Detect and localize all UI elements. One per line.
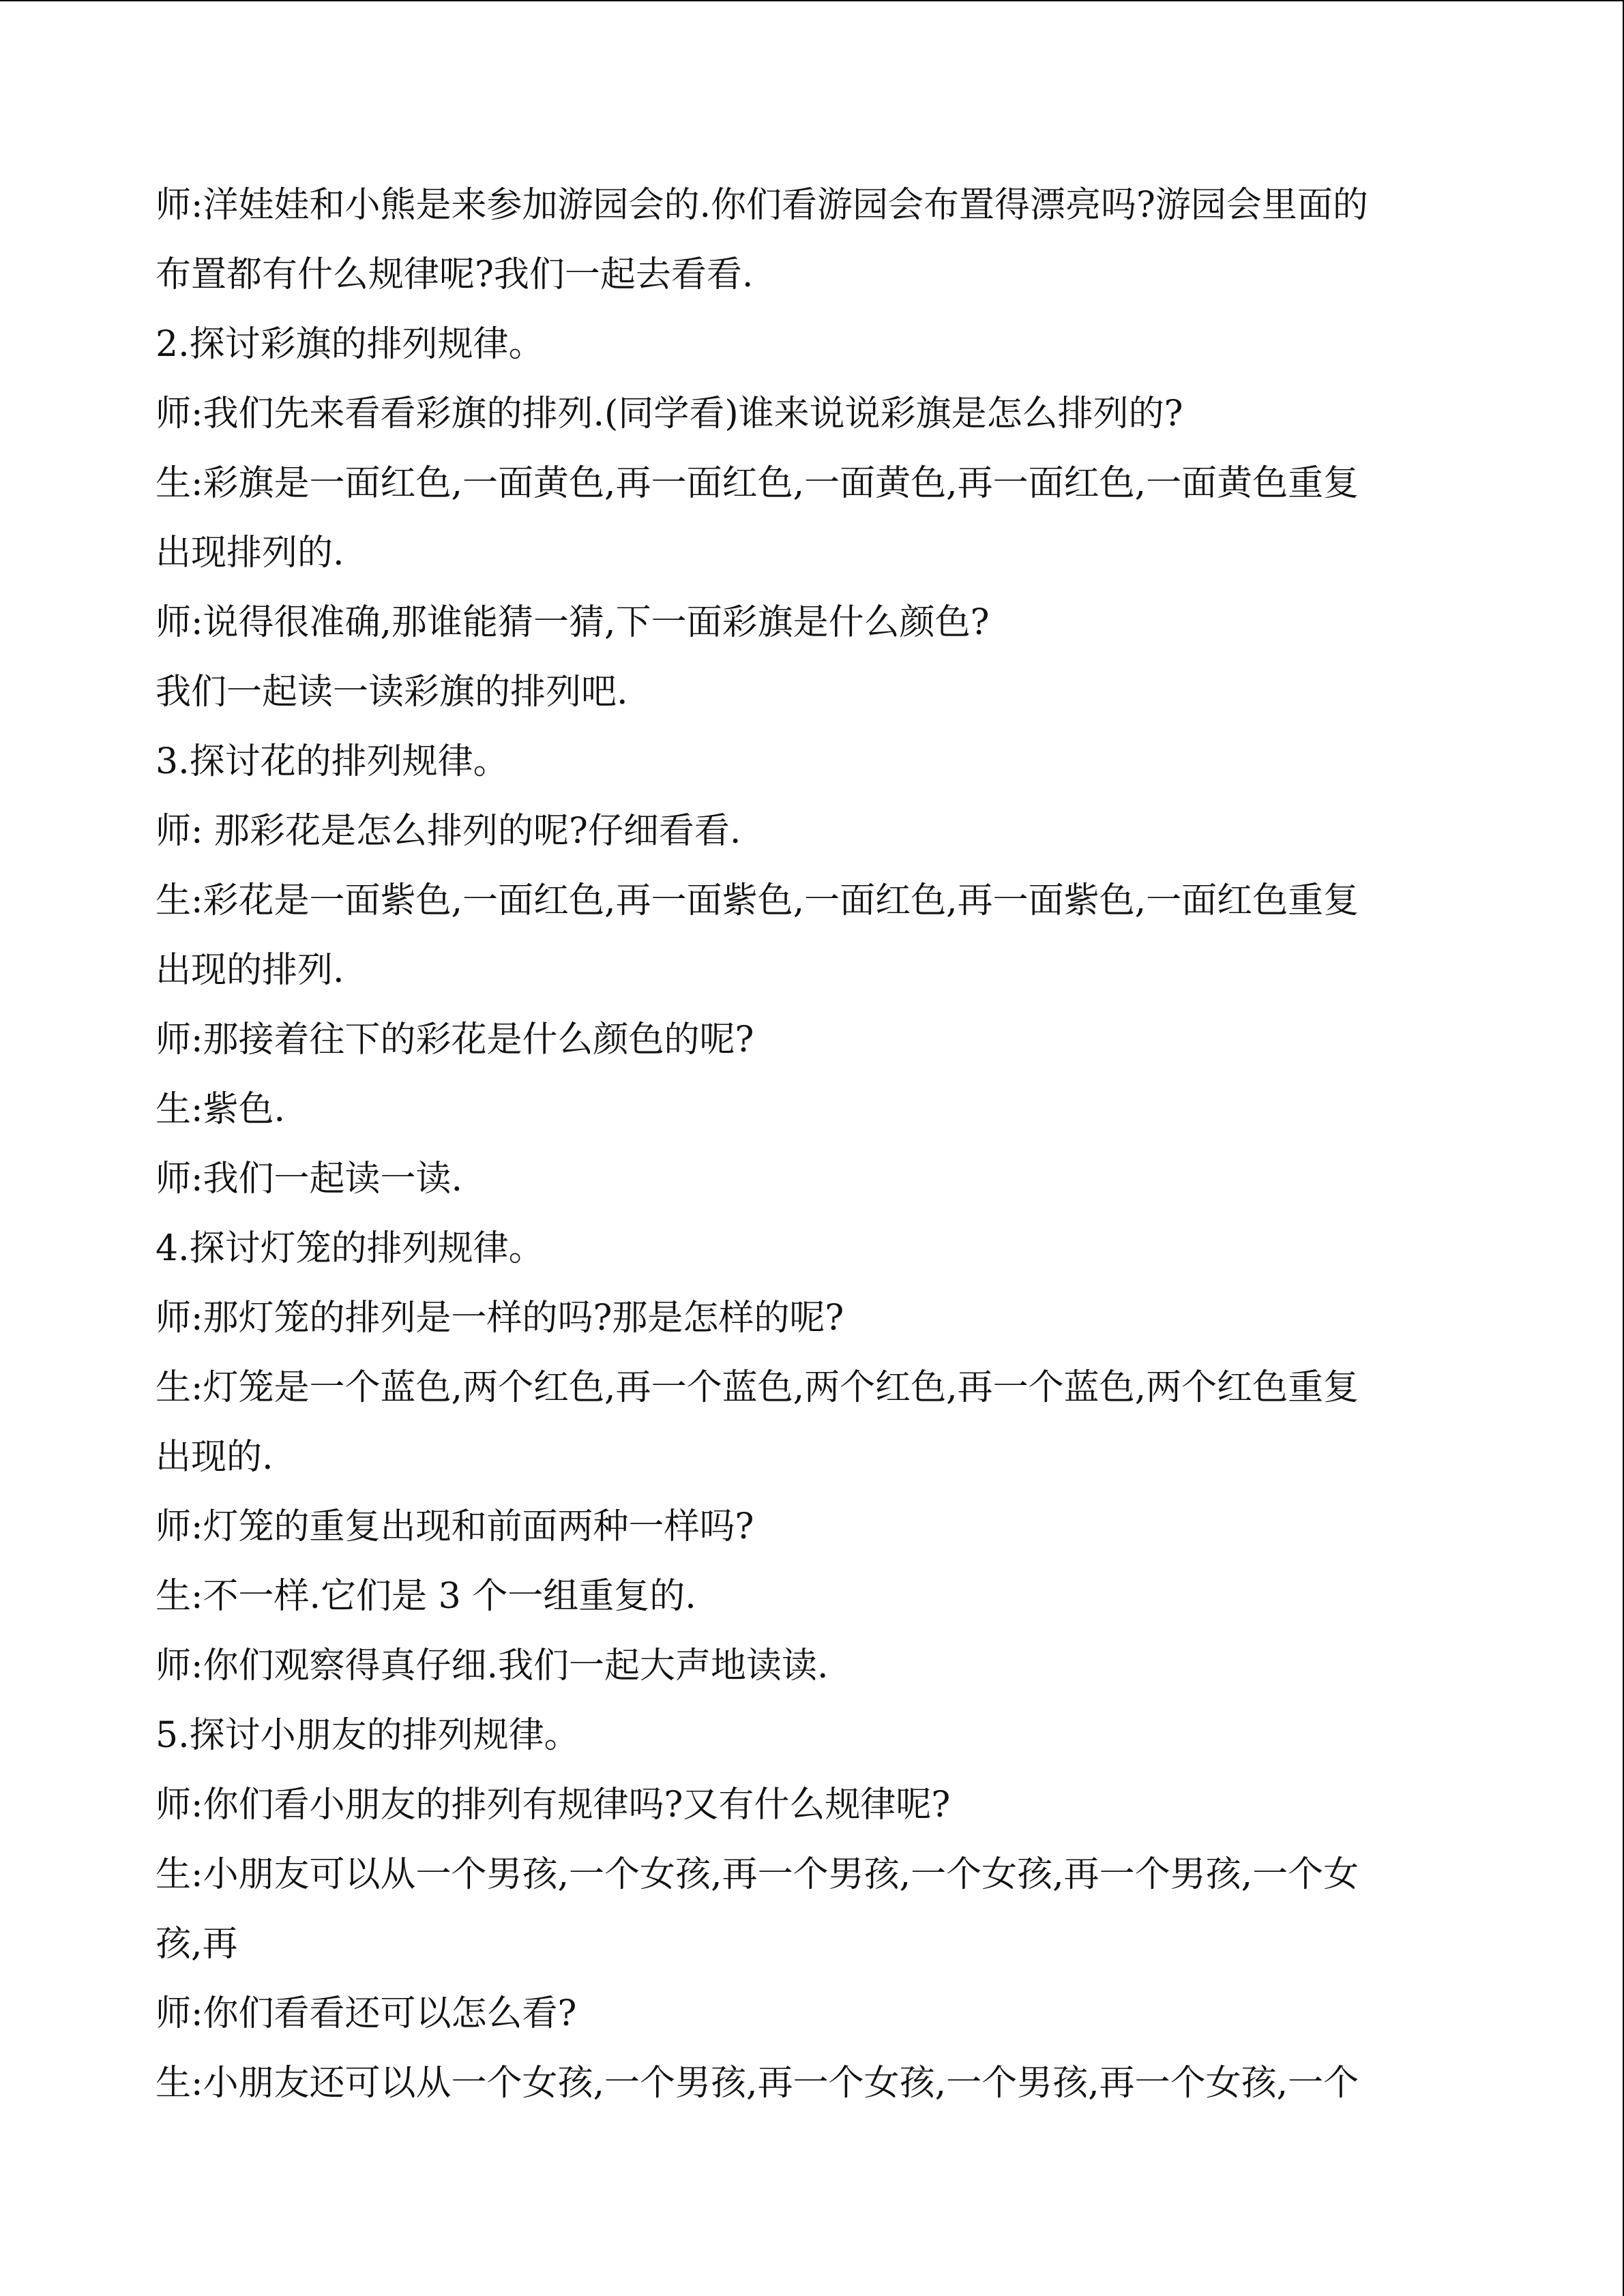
- text-line: 师:我们先来看看彩旗的排列.(同学看)谁来说说彩旗是怎么排列的?: [156, 393, 1183, 434]
- text-line: 师:说得很准确,那谁能猜一猜,下一面彩旗是什么颜色?: [156, 602, 990, 643]
- document-body: [156, 170, 1479, 2118]
- text-line: 生:小朋友可以从一个男孩,一个女孩,再一个男孩,一个女孩,再一个男孩,一个女: [156, 1854, 1359, 1895]
- text-line: 师:那接着往下的彩花是什么颜色的呢?: [156, 1019, 754, 1060]
- text-line: 出现排列的.: [156, 533, 344, 573]
- text-line: 师:你们观察得真仔细.我们一起大声地读读.: [156, 1645, 829, 1686]
- text-line: 师:灯笼的重复出现和前面两种一样吗?: [156, 1506, 754, 1547]
- text-line: 布置都有什么规律呢?我们一起去看看.: [156, 254, 754, 295]
- text-line: 生:小朋友还可以从一个女孩,一个男孩,再一个女孩,一个男孩,再一个女孩,一个: [156, 2063, 1359, 2104]
- text-line: 师:你们看小朋友的排列有规律吗?又有什么规律呢?: [156, 1785, 951, 1825]
- text-line: 孩,再: [156, 1924, 238, 1965]
- text-line: 生:彩旗是一面红色,一面黄色,再一面红色,一面黄色,再一面红色,一面黄色重复: [156, 463, 1359, 504]
- text-line: 我们一起读一读彩旗的排列吧.: [156, 672, 628, 713]
- text-line: 师: 那彩花是怎么排列的呢?仔细看看.: [156, 811, 741, 852]
- section-heading: 3.探讨花的排列规律。: [156, 741, 509, 782]
- text-line: 出现的.: [156, 1437, 274, 1478]
- text-line: 生:灯笼是一个蓝色,两个红色,再一个蓝色,两个红色,再一个蓝色,两个红色重复: [156, 1367, 1359, 1408]
- text-line: 生:不一样.它们是 3 个一组重复的.: [156, 1576, 696, 1617]
- text-line: 师:那灯笼的排列是一样的吗?那是怎样的呢?: [156, 1298, 844, 1339]
- text-line: 生:紫色.: [156, 1089, 286, 1130]
- section-heading: 2.探讨彩旗的排列规律。: [156, 324, 544, 365]
- section-heading: 5.探讨小朋友的排列规律。: [156, 1715, 580, 1756]
- text-line: 师:你们看看还可以怎么看?: [156, 1993, 577, 2034]
- text-line: 师:我们一起读一读.: [156, 1159, 463, 1199]
- section-heading: 4.探讨灯笼的排列规律。: [156, 1228, 544, 1269]
- text-line: 生:彩花是一面紫色,一面红色,再一面紫色,一面红色,再一面紫色,一面红色重复: [156, 880, 1359, 921]
- text-line: 师:洋娃娃和小熊是来参加游园会的.你们看游园会布置得漂亮吗?游园会里面的: [156, 185, 1368, 226]
- text-line: 出现的排列.: [156, 950, 344, 991]
